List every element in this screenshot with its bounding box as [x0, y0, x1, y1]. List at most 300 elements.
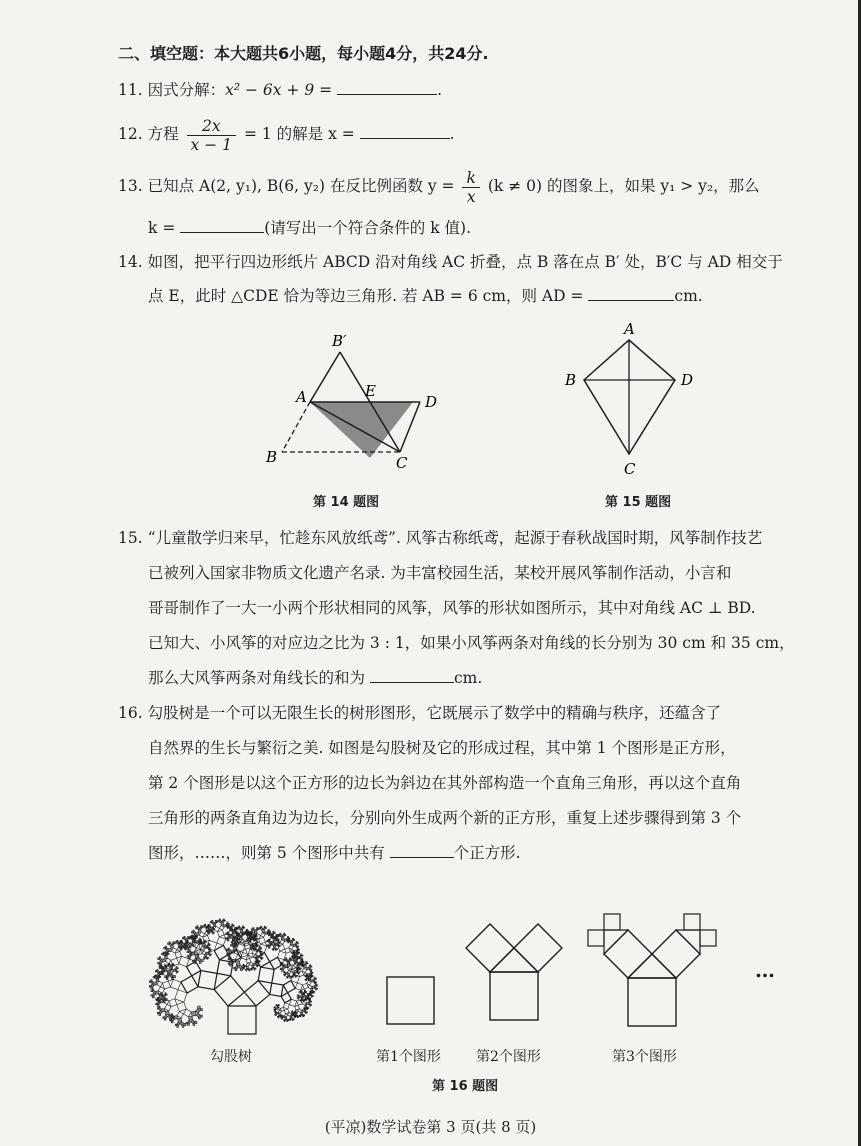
q13-text-c: k =: [148, 219, 176, 237]
tree-square: [283, 1003, 289, 1009]
tree-square: [295, 983, 302, 990]
tree-square: [187, 941, 188, 942]
tree-square: [291, 956, 292, 957]
figure-14-caption: 第 14 题图: [313, 495, 380, 510]
tree-square: [228, 1006, 256, 1034]
tree-square: [246, 958, 251, 963]
tree-square: [257, 945, 258, 946]
left-square: [466, 924, 514, 972]
tree-square: [219, 925, 224, 930]
tree-square: [169, 974, 173, 978]
tree-square: [274, 1010, 275, 1011]
tree-square: [156, 979, 159, 982]
page-footer: (平凉)数学试卷第 3 页(共 8 页): [324, 1118, 537, 1136]
tree-square: [158, 987, 164, 993]
q11-end: .: [437, 81, 443, 99]
tree-square: [297, 943, 298, 944]
q13-fraction-denominator: x: [466, 187, 476, 206]
tree-square: [176, 972, 177, 973]
tree-square: [228, 948, 229, 949]
q15-number: 15.: [118, 529, 143, 547]
tree-square: [197, 958, 201, 962]
tree-square: [290, 977, 291, 978]
tree-square: [244, 927, 245, 928]
question-15-line-5: [148, 668, 482, 688]
tree-square: [165, 958, 170, 963]
q14-text-2: 点 E，此时 △CDE 恰为等边三角形. 若 AB = 6 cm，则 AD =: [148, 287, 584, 305]
tree-square: [228, 924, 229, 925]
tree-square: [268, 939, 269, 940]
tree-square: [283, 1020, 284, 1021]
tree-square: [256, 935, 257, 936]
tree-square: [171, 1016, 173, 1018]
stage-2-figure: [468, 920, 578, 1040]
q13-number: 13.: [118, 177, 143, 195]
q15-unit: cm.: [453, 669, 483, 687]
tree-square: [214, 976, 244, 1006]
tree-square: [280, 968, 282, 970]
tree-square: [298, 958, 299, 959]
question-12: [118, 114, 455, 154]
tree-square: [282, 934, 284, 936]
tree-square: [233, 925, 234, 926]
tree-square: [238, 965, 242, 969]
q16-text-1: 勾股树是一个可以无限生长的树形图形，它既展示了数学中的精确与秩序，还蕴含了: [147, 704, 722, 722]
q14-text-1: 如图，把平行四边形纸片 ABCD 沿对角线 AC 折叠，点 B 落在点 B′ 处，B′C 与 AD 相交于: [147, 253, 783, 271]
tree-square: [179, 947, 181, 949]
tree-square: [231, 950, 235, 954]
tree-square: [284, 971, 285, 972]
q15-answer-blank[interactable]: [370, 668, 454, 683]
tree-square: [255, 961, 256, 962]
tree-square: [228, 963, 230, 965]
tree-square: [157, 969, 158, 970]
caption-stage-3: 第3个图形: [612, 1049, 677, 1065]
tree-square: [275, 1007, 276, 1008]
tree-square: [180, 1022, 184, 1026]
tree-square: [168, 953, 169, 954]
tree-square: [277, 951, 286, 960]
tree-square: [175, 1024, 177, 1026]
tree-square: [246, 932, 247, 933]
tree-square: [177, 1002, 186, 1011]
tree-square: [254, 940, 255, 941]
tree-square: [234, 937, 235, 938]
tree-square: [217, 930, 224, 937]
tree-square: [312, 972, 313, 973]
label-c: C: [396, 454, 408, 472]
tree-square: [170, 1018, 172, 1020]
tree-square: [271, 941, 275, 945]
tree-square: [258, 967, 274, 983]
tree-square: [174, 1016, 178, 1020]
base-square: [628, 978, 676, 1026]
tree-square: [305, 979, 306, 980]
tree-square: [159, 1008, 162, 1011]
tree-square: [192, 960, 194, 962]
right-square: [514, 924, 562, 972]
tree-square: [298, 995, 299, 996]
tree-square: [231, 927, 232, 928]
triangle: [676, 930, 700, 954]
tree-square: [270, 983, 283, 996]
tree-square: [164, 1015, 167, 1018]
tree-square: [301, 965, 302, 966]
tree-square: [262, 930, 265, 933]
triangle: [628, 954, 676, 978]
tree-square: [209, 944, 210, 945]
tree-square: [277, 1016, 278, 1017]
tree-square: [175, 951, 182, 958]
right-triangle: [490, 948, 538, 972]
q12-fraction: [187, 117, 236, 154]
tree-square: [221, 922, 224, 925]
tree-square: [305, 1013, 306, 1014]
tree-square: [182, 1026, 184, 1028]
q15-text-5: 那么大风筝两条对角线长的和为: [148, 669, 366, 687]
tree-square: [170, 979, 180, 989]
tree-square: [240, 949, 248, 957]
tree-square: [302, 962, 303, 963]
tree-square: [242, 967, 244, 969]
tree-square: [272, 935, 273, 936]
q13-answer-blank[interactable]: [180, 218, 264, 233]
tree-square: [241, 927, 243, 929]
ellipsis: …: [755, 958, 775, 982]
tree-square: [171, 1014, 172, 1015]
question-15-line-4: 已知大、小风筝的对应边之比为 3 : 1，如果小风筝两条对角线的长分别为 30 cm 和 35 cm，: [148, 634, 795, 652]
q15-text-1: “儿童散学归来早，忙趁东风放纸鸢”. 风筝古称纸鸢，起源于春秋战国时期，风筝制作技艺: [147, 529, 763, 547]
tree-square: [163, 981, 171, 989]
tree-square: [311, 996, 312, 997]
tree-square: [289, 945, 294, 950]
tree-square: [172, 943, 174, 945]
tree-square: [191, 952, 195, 956]
q16-number: 16.: [118, 704, 143, 722]
tree-square: [302, 994, 305, 997]
tree-square: [165, 999, 167, 1001]
tree-square: [294, 940, 295, 941]
tree-square: [175, 990, 187, 1002]
tree-square: [279, 1005, 280, 1006]
tree-square: [287, 970, 290, 973]
question-14-line-2: [148, 286, 703, 306]
tree-square: [255, 929, 257, 931]
tree-square: [199, 962, 201, 964]
q16-answer-blank[interactable]: [390, 843, 454, 858]
tree-square: [269, 931, 270, 932]
tree-square: [206, 931, 208, 933]
left-square: [604, 930, 652, 978]
tree-square: [281, 1017, 282, 1018]
tree-square: [261, 933, 266, 938]
q12-answer-blank[interactable]: [360, 124, 450, 139]
q13-text-b: (k ≠ 0) 的图象上，如果 y₁ > y₂，那么: [487, 177, 760, 195]
question-14-line-1: [118, 252, 783, 272]
tree-square: [272, 949, 273, 950]
tree-square: [284, 964, 288, 968]
tree-square: [234, 967, 236, 969]
tree-square: [177, 1022, 180, 1025]
tree-square: [188, 954, 191, 957]
tree-square: [290, 942, 293, 945]
tree-square: [295, 960, 298, 963]
tree-square: [207, 958, 208, 959]
tree-square: [164, 952, 166, 954]
tree-square: [280, 933, 281, 934]
tree-square: [159, 961, 162, 964]
tree-square: [227, 932, 228, 933]
tree-square: [287, 1021, 288, 1022]
tree-square: [171, 945, 174, 948]
q12-fraction-denominator: x − 1: [190, 135, 232, 154]
tree-square: [312, 992, 313, 993]
label-e: E: [365, 382, 376, 400]
tree-square: [168, 948, 172, 952]
label-a: A: [296, 388, 307, 406]
base-square: [490, 972, 538, 1020]
tree-square: [157, 981, 162, 986]
tree-square: [209, 955, 210, 956]
tree-square: [198, 971, 217, 990]
tree-square: [159, 958, 162, 961]
small-square: [588, 930, 604, 946]
question-13-line-2: [148, 218, 471, 238]
tree-square: [233, 947, 236, 950]
tree-square: [302, 1001, 306, 1005]
tree-square: [160, 976, 161, 977]
tree-square: [316, 985, 317, 986]
tree-square: [241, 934, 243, 936]
tree-square: [304, 1008, 305, 1009]
tree-square: [177, 1012, 183, 1018]
tree-square: [252, 934, 256, 938]
tree-square: [188, 1016, 192, 1020]
tree-square: [198, 1017, 200, 1019]
section-title: 二、填空题：本大题共6小题，每小题4分，共24分.: [118, 44, 489, 63]
question-15-line-2: 已被列入国家非物质文化遗产名录. 为丰富校园生活，某校开展风筝制作活动，小言和: [148, 564, 732, 582]
tree-square: [295, 976, 296, 977]
tree-square: [188, 1020, 191, 1023]
tree-square: [156, 1003, 158, 1005]
tree-square: [159, 993, 163, 997]
tree-square: [156, 999, 158, 1001]
question-16-line-1: [118, 703, 721, 723]
figure-14: [260, 330, 460, 490]
tree-square: [210, 951, 211, 952]
tree-square: [308, 978, 311, 981]
q12-text: 方程: [147, 125, 179, 143]
tree-square: [169, 999, 177, 1007]
tree-square: [292, 1011, 293, 1012]
tree-square: [172, 948, 177, 953]
label-c: C: [624, 460, 636, 478]
tree-square: [276, 1004, 277, 1005]
tree-square: [191, 1011, 196, 1016]
figure-16-caption: 第 16 题图: [432, 1079, 499, 1094]
stage-1-figure: [385, 975, 445, 1035]
tree-square: [230, 934, 234, 938]
q12-end: .: [449, 125, 455, 143]
small-square: [604, 914, 620, 930]
tree-square: [284, 1009, 289, 1014]
tree-square: [196, 1009, 201, 1014]
tree-square: [286, 977, 287, 978]
tree-square: [165, 976, 167, 978]
tree-square: [214, 945, 228, 959]
tree-square: [306, 974, 307, 975]
tree-square: [301, 990, 302, 991]
tree-square: [257, 966, 258, 967]
tree-square: [282, 962, 283, 963]
tree-square: [217, 937, 226, 946]
tree-square: [185, 949, 186, 950]
tree-square: [203, 958, 204, 959]
q14-answer-blank[interactable]: [588, 286, 674, 301]
tree-square: [249, 932, 250, 933]
tree-square: [212, 920, 213, 921]
tree-square: [309, 995, 310, 996]
tree-square: [185, 946, 187, 948]
tree-square: [198, 1006, 201, 1009]
tree-square: [280, 940, 285, 945]
small-square: [700, 930, 716, 946]
tree-square: [162, 1008, 166, 1012]
tree-square: [204, 924, 205, 925]
tree-square: [281, 937, 284, 940]
q12-number: 12.: [118, 125, 143, 143]
tree-square: [199, 932, 204, 937]
tree-square: [202, 944, 205, 947]
q13-fraction-numerator: k: [462, 169, 479, 188]
tree-square: [312, 975, 313, 976]
tree-square: [265, 927, 266, 928]
tree-square: [179, 956, 189, 966]
label-b-prime: B′: [332, 332, 347, 350]
tree-square: [231, 942, 232, 943]
tree-square: [232, 959, 236, 963]
tree-square: [247, 938, 249, 940]
tree-square: [196, 1013, 200, 1017]
tree-square: [303, 965, 306, 968]
label-d: D: [425, 393, 438, 411]
tree-square: [236, 961, 240, 965]
tree-square: [155, 991, 159, 995]
tree-square: [302, 955, 303, 956]
tree-square: [238, 933, 239, 934]
tree-square: [310, 1005, 311, 1006]
tree-square: [287, 961, 290, 964]
figure-15-caption: 第 15 题图: [605, 495, 672, 510]
triangle: [604, 930, 628, 954]
tree-square: [237, 939, 241, 943]
tree-square: [237, 945, 238, 946]
tree-square: [202, 951, 206, 955]
tree-square: [181, 976, 198, 993]
tree-square: [254, 969, 255, 970]
tree-square: [311, 1001, 312, 1002]
tree-square: [165, 946, 166, 947]
tree-square: [155, 975, 157, 977]
tree-square: [285, 948, 291, 954]
tree-square: [288, 942, 289, 943]
tree-square: [214, 926, 219, 931]
tree-square: [157, 1012, 159, 1014]
tree-square: [292, 1020, 293, 1021]
tree-square: [196, 932, 200, 936]
tree-square: [151, 984, 154, 987]
tree-square: [274, 938, 277, 941]
tree-square: [252, 932, 253, 933]
tree-square: [263, 927, 265, 929]
tree-square: [197, 926, 198, 927]
small-square: [684, 914, 700, 930]
tree-square: [315, 978, 316, 979]
tree-square: [222, 920, 224, 922]
tree-square: [303, 983, 309, 989]
tree-square: [164, 994, 166, 996]
tree-square: [191, 936, 193, 938]
tree-square: [291, 940, 293, 942]
tree-square: [152, 990, 155, 993]
tree-square: [303, 1016, 304, 1017]
tree-square: [226, 938, 228, 940]
tree-square: [211, 927, 215, 931]
tree-square: [151, 980, 152, 981]
tree-square: [173, 976, 175, 978]
tree-square: [257, 942, 258, 943]
tree-square: [195, 1021, 197, 1023]
tree-square: [307, 980, 312, 985]
tree-square: [208, 925, 209, 926]
tree-square: [178, 1018, 182, 1022]
tree-square: [298, 952, 299, 953]
tree-square: [232, 931, 235, 934]
tree-square: [213, 924, 216, 927]
tree-square: [165, 1011, 169, 1015]
tree-square: [177, 968, 178, 969]
tree-square: [285, 934, 286, 935]
tree-square: [306, 991, 307, 992]
tree-square: [187, 956, 189, 958]
q11-answer-blank[interactable]: [337, 80, 437, 95]
tree-square: [227, 954, 229, 956]
tree-square: [164, 956, 167, 959]
pythagoras-tree-fractal: [150, 888, 350, 1038]
tree-square: [316, 989, 317, 990]
stage-3-figure: [580, 896, 730, 1046]
tree-square: [259, 937, 266, 944]
tree-square: [302, 968, 307, 973]
right-square: [652, 930, 700, 978]
tree-square: [198, 929, 201, 932]
tree-square: [224, 920, 225, 921]
tree-square: [172, 978, 174, 980]
q12-fraction-numerator: 2x: [187, 117, 236, 136]
tree-square: [241, 969, 243, 971]
tree-square: [288, 938, 289, 939]
tree-square: [165, 947, 168, 950]
tree-square: [163, 1017, 165, 1019]
tree-square: [163, 1001, 165, 1003]
tree-square: [193, 1024, 195, 1026]
tree-square: [245, 969, 246, 970]
tree-square: [284, 1014, 287, 1017]
tree-square: [200, 1009, 202, 1011]
q16-text-5: 图形，……，则第 5 个图形中共有: [148, 844, 385, 862]
tree-square: [154, 982, 158, 986]
tree-square: [159, 1010, 162, 1013]
